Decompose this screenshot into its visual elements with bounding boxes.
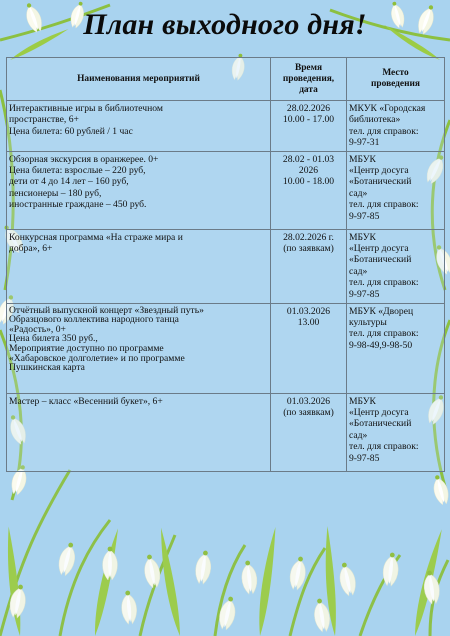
event-time: 28.02 - 01.03 2026 10.00 - 18.00: [271, 151, 347, 229]
event-time: 01.03.2026 (по заявкам): [271, 393, 347, 471]
event-place: МБУК «Центр досуга «Ботанический сад» тел. для справок: 9-97-85: [347, 229, 445, 303]
table-row: [7, 151, 445, 229]
header-time: Время проведения, дата: [271, 58, 347, 101]
page-title: План выходного дня!: [83, 8, 367, 41]
event-time: 28.02.2026 10.00 - 17.00: [271, 101, 347, 152]
events-table: [6, 57, 445, 472]
event-place: МКУК «Городская библиотека» тел. для справок: 9-97-31: [347, 101, 445, 152]
event-place: МБУК «Центр досуга «Ботанический сад» тел. для справок: 9-97-85: [347, 151, 445, 229]
header-place: Место проведения: [347, 58, 445, 101]
table-row: [7, 101, 445, 152]
event-name: Обзорная экскурсия в оранжерее. 0+ Цена билета: взрослые – 220 руб, дети от 4 до 14 лет – 160 руб, пенсионеры – 180 руб, иностранные граждане – 450 руб.: [7, 151, 271, 229]
header-name: Наименования мероприятий: [7, 58, 271, 101]
table-row: [7, 393, 445, 471]
event-time: 28.02.2026 г. (по заявкам): [271, 229, 347, 303]
event-name: Интерактивные игры в библиотечном пространстве, 6+ Цена билета: 60 рублей / 1 час: [7, 101, 271, 152]
event-place: МБУК «Дворец культуры тел. для справок: 9-98-49,9-98-50: [347, 303, 445, 393]
event-time: 01.03.2026 13.00: [271, 303, 347, 393]
event-name: Конкурсная программа «На страже мира и добра», 6+: [7, 229, 271, 303]
event-place: МБУК «Центр досуга «Ботанический сад» тел. для справок: 9-97-85: [347, 393, 445, 471]
table-row: [7, 229, 445, 303]
event-name: Мастер – класс «Весенний букет», 6+: [7, 393, 271, 471]
event-name: Отчётный выпускной концерт «Звездный путь» Образцового коллектива народного танца «Радость», 0+ Цена билета 350 руб., Мероприятие доступно по программе «Хабаровское долголетие» и по программе Пушкинская карта: [7, 303, 271, 393]
table-header-row: [7, 58, 445, 101]
table-row: [7, 303, 445, 393]
